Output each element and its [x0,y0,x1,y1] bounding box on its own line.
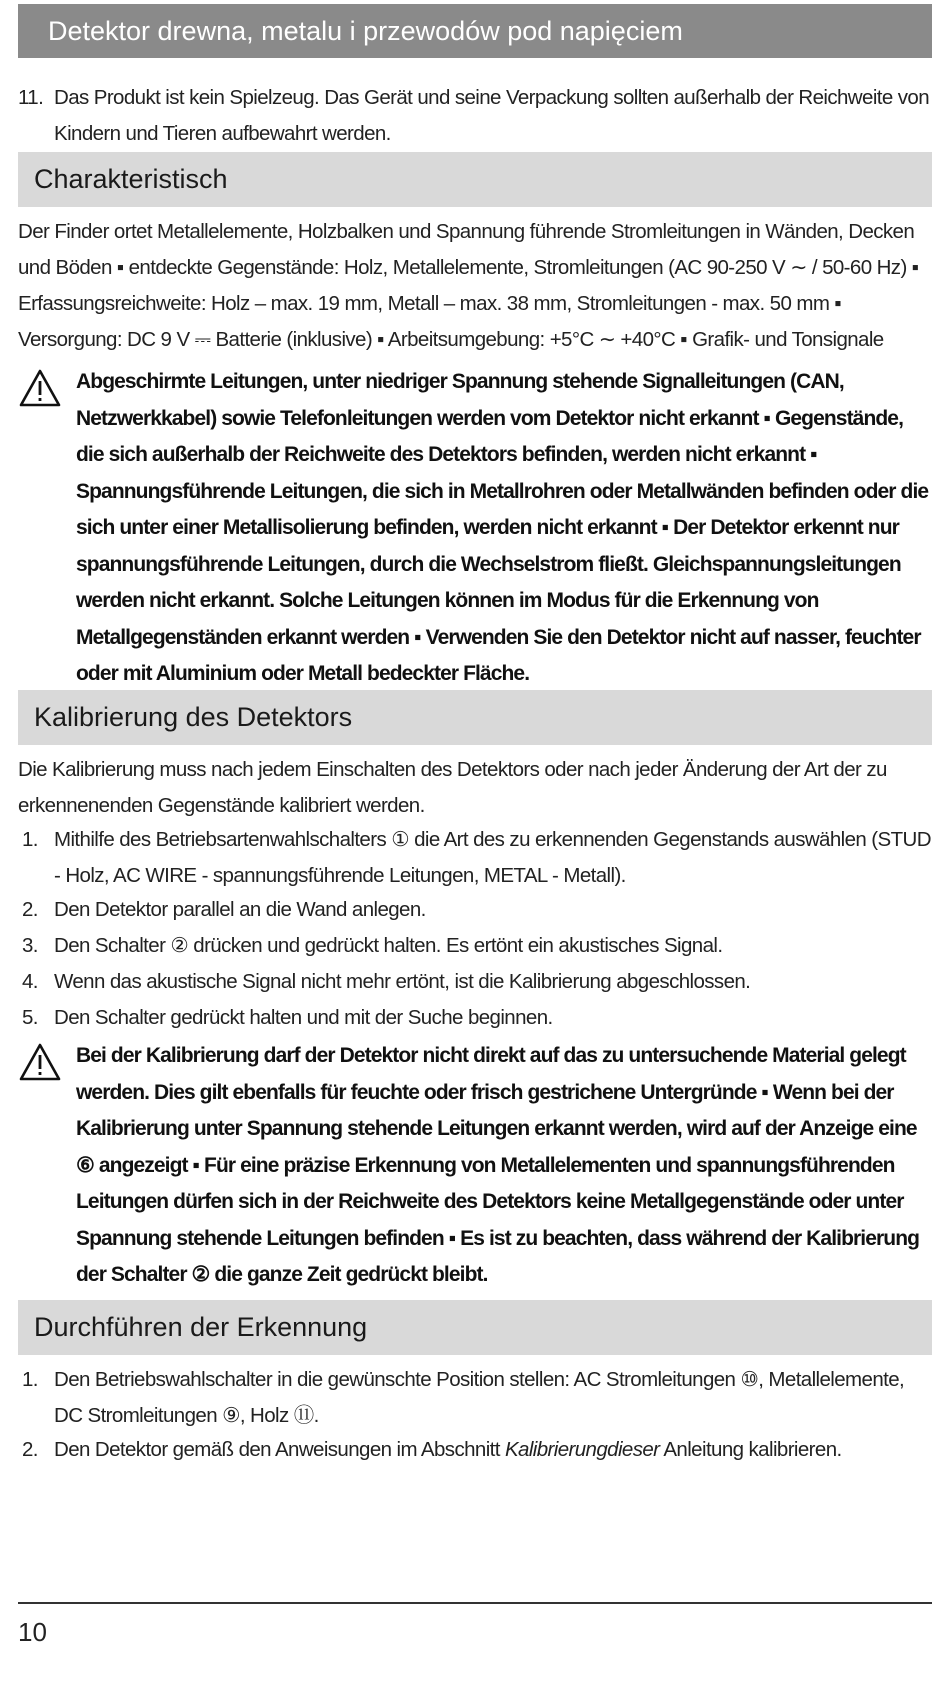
step-text: Den Betriebswahlschalter in die gewünschte Position stellen: AC Stromleitungen ⑩, Metallelemente, DC Stromleitungen ⑨, Holz ⑪. [54,1368,905,1427]
section-reference: Kalibrierungdieser [504,1438,660,1461]
warning-text: Bei der Kalibrierung darf der Detektor nicht direkt auf das zu untersuchende Material gelegt werden. Dies gilt ebenfalls für feuchte oder frisch gestrichene Untergründe ▪ Wenn bei der Kalibrierung unter Spannung stehende Leitungen erkannt werden, wird auf der Anzeige eine ⑥ angezeigt ▪ Für eine präzise Erkennung von Metallelementen und spannungsführenden Leitungen dürfen sich in der Reichweite des Detektors keine Metallgegenstände oder unter Spannung stehende Leitungen befinden ▪ Es ist zu beachten, dass während der Kalibrierung der Schalter ② die ganze Zeit gedrückt bleibt. [76,1044,920,1286]
calibration-warning [18,1038,932,1294]
list-item-text: Das Produkt ist kein Spielzeug. Das Gerät und seine Verpackung sollten außerhalb der Reichweite von Kindern und Tieren aufbewahrt werden. [54,86,930,145]
warning-text: Abgeschirmte Leitungen, unter niedriger Spannung stehende Signalleitungen (CAN, Netzwerkkabel) sowie Telefonleitungen werden vom Detektor nicht erkannt ▪ Gegenstände, die sich außerhalb der Reichweite des Detektors befinden, werden nicht erkannt ▪ Spannungsführende Leitungen, die sich in Metallrohren oder Metallwänden befinden oder die sich unter einer Metallisolierung befinden, werden nicht erkannt ▪ Der Detektor erkennt nur spannungsführende Leitungen, durch die Wechselstrom fließt. Gleichspannungsleitungen werden nicht erkannt. Solche Leitungen können im Modus für die Erkennung von Metallgegenständen erkannt werden ▪ Verwenden Sie den Detektor nicht auf nasser, feuchter oder mit Aluminium oder Metall bedeckter Fläche. [76,370,929,685]
section-heading-characteristics: Charakteristisch [18,152,932,207]
step-text: Den Schalter gedrückt halten und mit der Suche beginnen. [54,1006,553,1029]
calibration-step-4 [18,964,932,1000]
warning-triangle-icon [18,1042,62,1082]
step-number: 1. [22,828,38,851]
step-number: 3. [22,934,38,957]
calibration-step-3 [18,928,932,964]
page-number: 10 [18,1617,47,1647]
step-number: 1. [22,1368,38,1391]
list-item-number: 11. [18,86,44,109]
step-text: Wenn das akustische Signal nicht mehr ertönt, ist die Kalibrierung abgeschlossen. [54,970,751,993]
step-number: 2. [22,1438,38,1461]
section-heading-calibration: Kalibrierung des Detektors [18,690,932,745]
page-header-title: Detektor drewna, metalu i przewodów pod napięciem [18,4,932,58]
characteristics-text: Der Finder ortet Metallelemente, Holzbalken und Spannung führende Stromleitungen in Wänden, Decken und Böden ▪ entdeckte Gegenstände: Holz, Metallelemente, Stromleitungen (AC 90-250 V ∼ / 50-60 Hz) ▪ Erfassungsreichweite: Holz – max. 19 mm, Metall – max. 38 mm, Stromleitungen - max. 50 mm ▪ Versorgung: DC 9 V ⎓ Batterie (inklusive) ▪ Arbeitsumgebung: +5°C ∼ +40°C ▪ Grafik- und Tonsignale [18,220,919,351]
calibration-step-1 [18,822,932,894]
step-text-after: Anleitung kalibrieren. [659,1438,842,1461]
step-text: Den Schalter ② drücken und gedrückt halten. Es ertönt ein akustisches Signal. [54,934,723,957]
section-heading-detection: Durchführen der Erkennung [18,1300,932,1355]
detection-step-2 [18,1432,932,1468]
step-text-before: Den Detektor gemäß den Anweisungen im Abschnitt [54,1438,505,1461]
characteristics-warning [18,364,932,693]
calibration-intro: Die Kalibrierung muss nach jedem Einschalten des Detektors oder nach jeder Änderung der Art der zu erkennenenden Gegenstände kalibriert werden. [18,758,887,817]
step-text: Den Detektor parallel an die Wand anlegen. [54,898,426,921]
step-text: Mithilfe des Betriebsartenwahlschalters ① die Art des zu erkennenden Gegenstands auswählen (STUD - Holz, AC WIRE - spannungsführende Leitungen, METAL - Metall). [54,828,931,887]
calibration-step-2 [18,892,932,928]
step-text [54,1432,932,1468]
step-number: 5. [22,1006,38,1029]
step-number: 2. [22,898,38,921]
step-number: 4. [22,970,38,993]
warning-triangle-icon [18,368,62,408]
list-item-11 [18,80,932,152]
detection-step-1 [18,1362,932,1434]
calibration-step-5 [18,1000,932,1036]
footer-divider [18,1602,932,1604]
